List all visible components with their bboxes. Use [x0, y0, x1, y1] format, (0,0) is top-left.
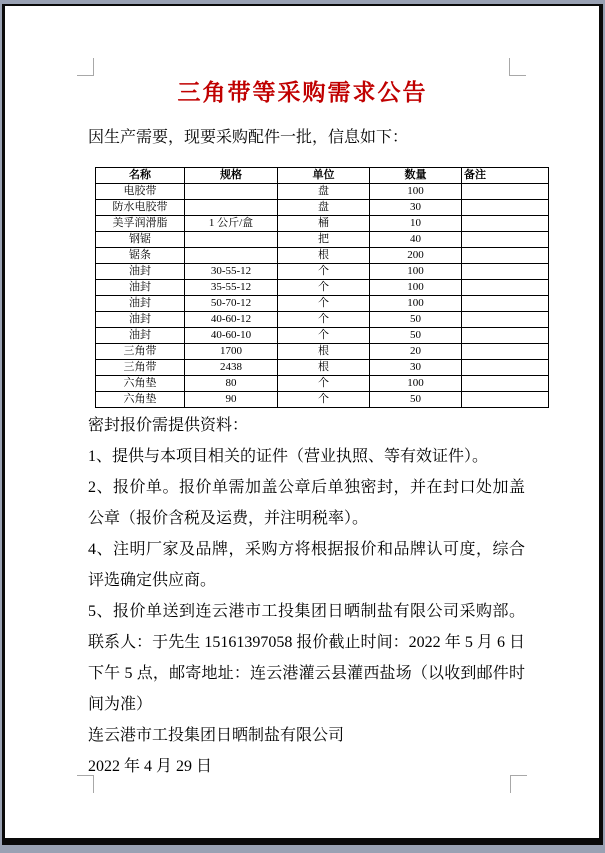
table-cell: 1 公斤/盒: [185, 216, 278, 232]
table-cell: [185, 184, 278, 200]
table-header-row: [96, 168, 549, 184]
table-row: [96, 296, 549, 312]
body-paragraph: 4、注明厂家及品牌，采购方将根据报价和品牌认可度，综合评选确定供应商。: [88, 541, 525, 589]
table-cell: [462, 296, 549, 312]
body-paragraph: 2、报价单。报价单需加盖公章后单独密封，并在封口处加盖公章（报价含税及运费，并注明税率）。: [88, 479, 525, 527]
table-cell: 20: [370, 344, 462, 360]
table-cell: 30-55-12: [185, 264, 278, 280]
table-row: [96, 248, 549, 264]
items-table-header: [96, 168, 549, 184]
table-cell: [462, 376, 549, 392]
table-cell: [462, 360, 549, 376]
body-text: [88, 410, 525, 782]
signature-company: 连云港市工投集团日晒制盐有限公司: [88, 727, 345, 744]
table-row: [96, 328, 549, 344]
table-cell: 个: [278, 392, 370, 408]
table-cell: 盘: [278, 200, 370, 216]
table-row: [96, 264, 549, 280]
table-cell: 锯条: [96, 248, 185, 264]
document-title: 三角带等采购需求公告: [177, 80, 428, 105]
signature-date: 2022 年 4 月 29 日: [88, 758, 213, 775]
table-row: [96, 392, 549, 408]
table-cell: 个: [278, 312, 370, 328]
table-cell: [462, 312, 549, 328]
table-cell: 把: [278, 232, 370, 248]
table-cell: 40-60-10: [185, 328, 278, 344]
table-cell: [462, 264, 549, 280]
table-cell: [462, 232, 549, 248]
body-paragraph: 1、提供与本项目相关的证件（营业执照、等有效证件）。: [88, 448, 489, 465]
table-row: [96, 344, 549, 360]
intro-paragraph: 因生产需要，现要采购配件一批，信息如下：: [88, 129, 409, 146]
table-cell: [185, 232, 278, 248]
table-row: [96, 216, 549, 232]
table-cell: 30: [370, 360, 462, 376]
table-cell: 油封: [96, 328, 185, 344]
table-cell: 三角带: [96, 360, 185, 376]
table-cell: 盘: [278, 184, 370, 200]
table-cell: [462, 200, 549, 216]
table-cell: 六角垫: [96, 392, 185, 408]
table-cell: 90: [185, 392, 278, 408]
header-spec: 规格: [185, 168, 278, 184]
table-cell: [185, 200, 278, 216]
table-cell: 30: [370, 200, 462, 216]
table-row: [96, 312, 549, 328]
table-cell: [462, 248, 549, 264]
table-row: [96, 232, 549, 248]
header-name: 名称: [96, 168, 185, 184]
table-cell: 桶: [278, 216, 370, 232]
table-cell: 个: [278, 296, 370, 312]
table-cell: 油封: [96, 264, 185, 280]
table-cell: 三角带: [96, 344, 185, 360]
table-cell: 油封: [96, 296, 185, 312]
table-row: [96, 184, 549, 200]
body-paragraph: 密封报价需提供资料：: [88, 417, 249, 434]
table-row: [96, 200, 549, 216]
table-cell: 个: [278, 376, 370, 392]
table-cell: 80: [185, 376, 278, 392]
table-cell: 100: [370, 280, 462, 296]
table-cell: 油封: [96, 312, 185, 328]
table-cell: 美孚润滑脂: [96, 216, 185, 232]
table-cell: 1700: [185, 344, 278, 360]
table-cell: [462, 280, 549, 296]
body-paragraph: 5、报价单送到连云港市工投集团日晒制盐有限公司采购部。联系人：于先生 15161397058 报价截止时间：2022 年 5 月 6 日下午 5 点，邮寄地址：连云港灌云县灌西盐场（以收到邮件时间为准）: [88, 603, 525, 713]
table-cell: 2438: [185, 360, 278, 376]
paragraph-list: [88, 410, 525, 720]
header-unit: 单位: [278, 168, 370, 184]
table-cell: 50: [370, 328, 462, 344]
table-cell: [185, 248, 278, 264]
table-cell: 40-60-12: [185, 312, 278, 328]
table-cell: 50: [370, 392, 462, 408]
header-remark: 备注: [462, 168, 549, 184]
table-cell: 50-70-12: [185, 296, 278, 312]
table-cell: 100: [370, 184, 462, 200]
table-cell: 六角垫: [96, 376, 185, 392]
table-cell: 10: [370, 216, 462, 232]
table-row: [96, 280, 549, 296]
table-cell: [462, 216, 549, 232]
table-cell: 电胶带: [96, 184, 185, 200]
table-cell: 100: [370, 264, 462, 280]
table-row: [96, 376, 549, 392]
table-cell: 根: [278, 360, 370, 376]
table-cell: 个: [278, 280, 370, 296]
table-cell: 个: [278, 328, 370, 344]
table-cell: [462, 184, 549, 200]
table-cell: 200: [370, 248, 462, 264]
table-cell: [462, 344, 549, 360]
table-cell: 根: [278, 344, 370, 360]
table-cell: 个: [278, 264, 370, 280]
table-cell: [462, 392, 549, 408]
table-cell: 油封: [96, 280, 185, 296]
table-cell: 100: [370, 296, 462, 312]
table-cell: [462, 328, 549, 344]
table-cell: 100: [370, 376, 462, 392]
table-cell: 防水电胶带: [96, 200, 185, 216]
table-cell: 35-55-12: [185, 280, 278, 296]
table-cell: 40: [370, 232, 462, 248]
table-cell: 50: [370, 312, 462, 328]
items-table: [95, 167, 549, 408]
header-quantity: 数量: [370, 168, 462, 184]
table-cell: 根: [278, 248, 370, 264]
table-row: [96, 360, 549, 376]
items-table-body: [96, 184, 549, 408]
table-cell: 钢锯: [96, 232, 185, 248]
